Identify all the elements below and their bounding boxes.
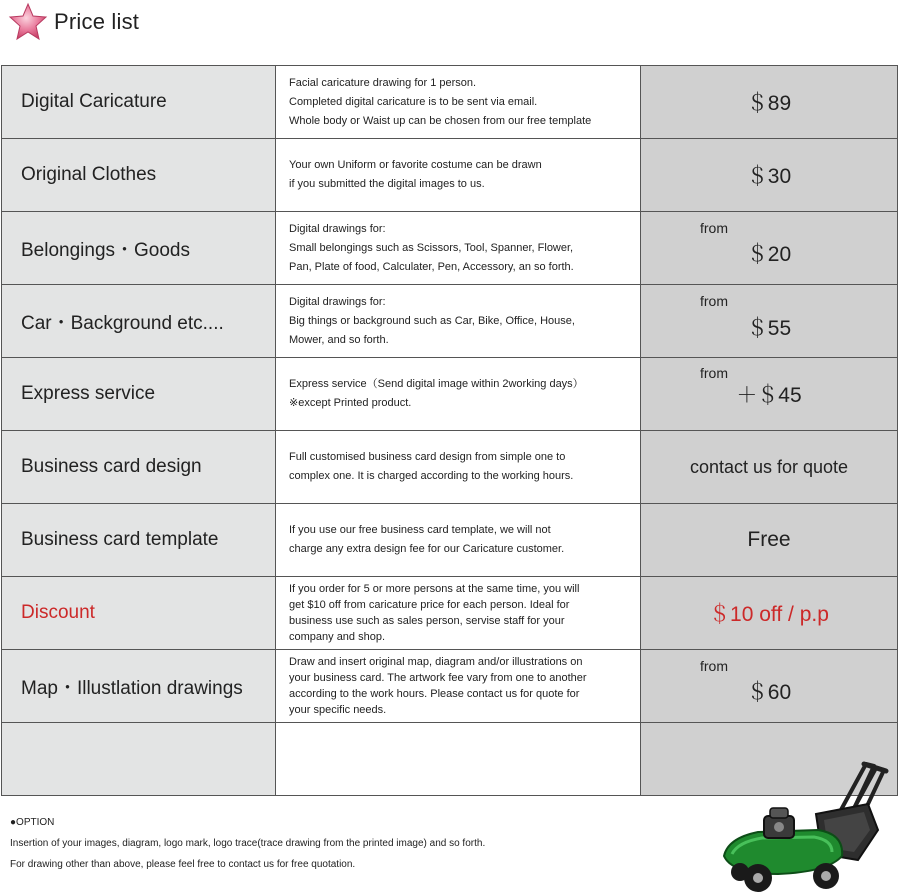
service-name: Express service <box>2 358 276 431</box>
service-description: Digital drawings for: Small belongings such as Scissors, Tool, Spanner, Flower, Pan, Plate of food, Calculater, Pen, Accessory, an so forth. <box>276 212 641 285</box>
service-name: Business card template <box>2 504 276 577</box>
table-row <box>2 212 898 285</box>
service-description: Draw and insert original map, diagram and/or illustrations on your business card. The artwork fee vary from one to another according to the work hours. Please contact us for quote for your specific needs. <box>276 650 641 723</box>
service-price: from ＄20 <box>641 212 898 285</box>
service-price: ＄10 off / p.p <box>641 577 898 650</box>
price-from-label: from <box>700 658 728 674</box>
table-row <box>2 285 898 358</box>
page-header <box>8 2 139 42</box>
service-price: ＄30 <box>641 139 898 212</box>
price-from-label: from <box>700 220 728 236</box>
star-icon <box>8 2 48 42</box>
option-line: Insertion of your images, diagram, logo mark, logo trace(trace drawing from the printed image) and so forth. <box>10 838 486 849</box>
service-description: Full customised business card design from simple one to complex one. It is charged according to the working hours. <box>276 431 641 504</box>
page-title: Price list <box>54 9 140 34</box>
service-name: Original Clothes <box>2 139 276 212</box>
service-name: Belongings・Goods <box>2 212 276 285</box>
empty-cell <box>2 723 276 796</box>
table-row <box>2 650 898 723</box>
service-name: Map・Illustlation drawings <box>2 650 276 723</box>
service-price: Free <box>641 504 898 577</box>
service-name: Digital Caricature <box>2 66 276 139</box>
service-name: Business card design <box>2 431 276 504</box>
price-from-label: from <box>700 365 728 381</box>
table-row <box>2 504 898 577</box>
empty-cell <box>276 723 641 796</box>
service-price: from ＄55 <box>641 285 898 358</box>
price-from-label: from <box>700 293 728 309</box>
service-price: from ＄60 <box>641 650 898 723</box>
table-row <box>2 66 898 139</box>
service-description: Facial caricature drawing for 1 person. Completed digital caricature is to be sent via email. Whole body or Waist up can be chosen from our free template <box>276 66 641 139</box>
option-title: ●OPTION <box>10 817 55 828</box>
option-line: For drawing other than above, please feel free to contact us for free quotation. <box>10 859 356 870</box>
service-description: If you order for 5 or more persons at the same time, you will get $10 off from caricature price for each person. Ideal for business use such as sales person, servise staff for your company and shop. <box>276 577 641 650</box>
table-row <box>2 577 898 650</box>
price-table <box>1 65 898 796</box>
lawn-mower-icon <box>718 760 898 896</box>
table-row <box>2 431 898 504</box>
option-section <box>10 812 485 875</box>
service-price: ＄89 <box>641 66 898 139</box>
table-row <box>2 139 898 212</box>
table-row <box>2 358 898 431</box>
service-name: Car・Background etc.... <box>2 285 276 358</box>
service-description: Your own Uniform or favorite costume can be drawn if you submitted the digital images to us. <box>276 139 641 212</box>
service-name: Discount <box>2 577 276 650</box>
service-description: If you use our free business card template, we will not charge any extra design fee for our Caricature customer. <box>276 504 641 577</box>
service-description: Digital drawings for: Big things or background such as Car, Bike, Office, House, Mower, and so forth. <box>276 285 641 358</box>
service-description: Express service（Send digital image within 2working days） ※except Printed product. <box>276 358 641 431</box>
service-price: from ＋＄45 <box>641 358 898 431</box>
service-price: contact us for quote <box>641 431 898 504</box>
